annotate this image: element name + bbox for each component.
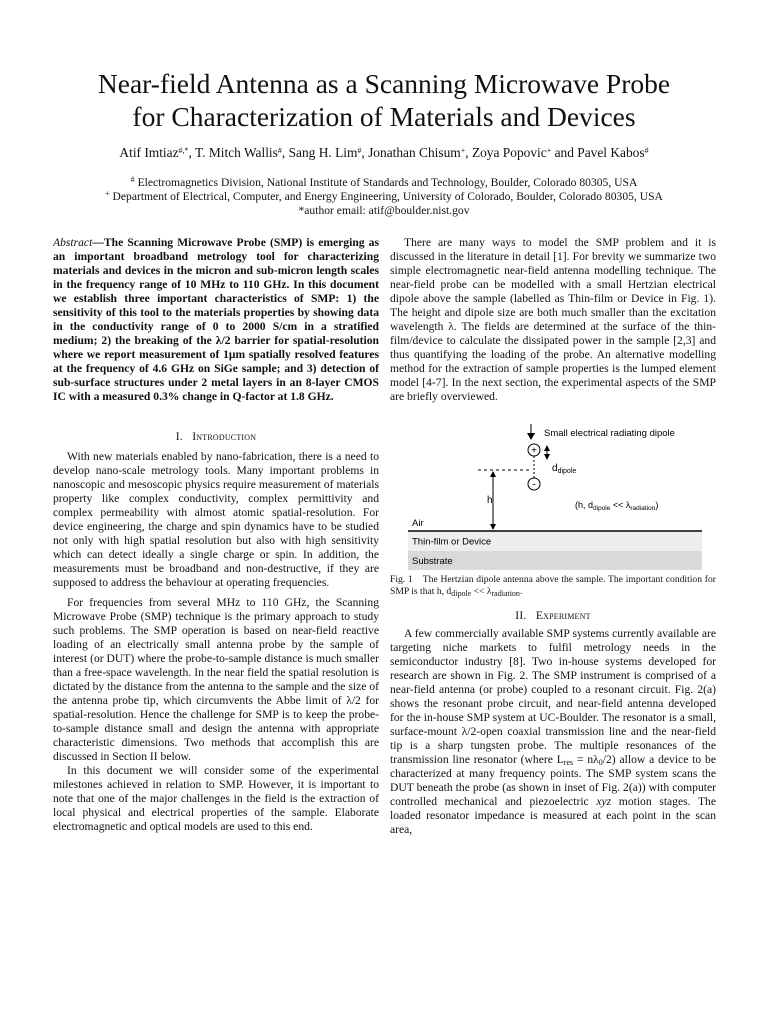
condition-label: (h, $d_{dipole} << \lambda_{radiation}$) xyxy=(575,500,659,512)
d-arrow-top xyxy=(544,445,550,451)
author-affiliation-mark: + xyxy=(546,146,552,155)
section-heading-experiment: II. Experiment xyxy=(515,609,591,622)
left-column xyxy=(53,236,379,834)
d-dipole-label: $d_{dipole}$ xyxy=(552,463,577,475)
author-name: Atif Imtiaz xyxy=(119,145,179,160)
author-affiliation-mark: #,* xyxy=(178,146,189,155)
h-arrow-bottom xyxy=(490,524,496,530)
h-label: h xyxy=(487,495,493,506)
air-label: Air xyxy=(412,518,424,529)
author-name: Pavel Kabos xyxy=(577,145,645,160)
author-name: Jonathan Chisum xyxy=(368,145,461,160)
abstract-lead: Abstract xyxy=(53,236,93,249)
modeling-paragraph: There are many ways to model the SMP problem and it is discussed in the literature in detail [1]. For brevity we summarize two simple electromagnetic near-field antenna modelling technique. The near-field probe can be modelled with a small Hertzian electrical dipole above the sample (labelled as Thin-film or Device in Fig. 1). The height and dipole size are both much smaller than the excitation wavelength λ. The fields are determined at the surface of the thin-film/device to calculate the dissipated power in the sample [2,3] and thus quantifying the loading of the probe. An alternative modelling method for the extraction of sample properties is the lumped element model [4-7]. In the next section, the experimental aspects of the SMP are briefly overviewed. xyxy=(390,236,716,403)
dipole-label: Small electrical radiating dipole xyxy=(544,428,675,439)
intro-paragraph-2: For frequencies from several MHz to 110 GHz, the Scanning Microwave Probe (SMP) technique is the primary approach to study such problems. The SMP operation is based on near-field reactive loading of an electrically small antenna probe by the sample of interest (or DUT) where the probe-to-sample distance is much smaller than a free-space wavelength. In the near field the spatial resolution is dictated by the distance from the antenna to the sample and the size of the antenna probe tip, which circumvents the Abbe limit of λ/2 for spatial-resolution. Hence the challenge for SMP is to keep the probe-to-sample distance small and design the antenna with appropriate characteristic dimensions. Two methods that accomplish this are discussed in Section II below. xyxy=(53,596,379,763)
author-name: Sang H. Lim xyxy=(288,145,358,160)
figure-1-caption: Fig. 1 The Hertzian dipole antenna above the sample. The important condition for SMP is that h, $d_{dipole} << \lambda_{radiation}$. xyxy=(390,574,716,598)
intro-paragraph-1: With new materials enabled by nano-fabrication, there is a need to develop nano-scale metrology tools. Many important problems in nanoscopic and mesoscopic physics require measurement of materials property like complex conductivity, complex permittivity and complex permeability with almost atomic spatial-resolution. For device engineering, the charge and spin dynamics have to be studied not only with high spatial resolution but also with high sensitivity which can detect ideally a single charge or spin. In addition, the measurements must be broadband and non-destructive, if they are supposed to address the behaviour at operating frequencies. xyxy=(53,450,379,589)
d-arrow-bottom xyxy=(544,454,550,460)
title-line-2: for Characterization of Materials and Devices xyxy=(132,101,636,132)
affiliation-2: + Department of Electrical, Computer, and Energy Engineering, University of Colorado, Boulder, Colorado 80305, USA xyxy=(105,189,663,203)
h-arrow-top xyxy=(490,471,496,477)
paper-title xyxy=(40,67,728,133)
author-affiliation-mark: # xyxy=(357,146,362,155)
affiliation-1: # Electromagnetics Division, National Institute of Standards and Technology, Boulder, Colorado 80305, USA xyxy=(130,175,638,189)
abstract: Abstract—The Scanning Microwave Probe (SMP) is emerging as an important broadband metrology tool for characterizing materials and devices in the micron and sub-micron length scales in the frequency range of 10 MHz to 110 GHz. In this document we establish three important characteristics of SMP: 1) the sensitivity of this tool to the materials properties by showing data in the conductivity range of 0 to 2000 S/cm in a stratified medium; 2) the breaking of the λ/2 barrier for spatial-resolution where we report measurement of 1μm spatially resolved features at the frequency of 4.6 GHz on SiGe sample; and 3) detection of sub-surface structures under 2 metal layers in an 8-layer CMOS IC with a measured 0.3% change in Q-factor at 1.8 GHz. xyxy=(53,236,379,403)
author-list: Atif Imtiaz#,*, T. Mitch Wallis#, Sang H. Lim#, Jonathan Chisum+, Zoya Popovic+ and Pavel Kabos# xyxy=(119,145,649,160)
substrate-label: Substrate xyxy=(412,556,453,567)
intro-paragraph-3: In this document we will consider some of the experimental milestones achieved in relation to SMP. However, it is important to note that one of the major challenges in the field is the extraction of local physical and electrical properties of the sample. Elaborate electromagnetic and optical models are used to this end. xyxy=(53,764,379,833)
author-email: *author email: atif@boulder.nist.gov xyxy=(298,204,470,217)
section-heading-introduction: I. Introduction xyxy=(175,430,257,443)
plus-sign: + xyxy=(531,445,537,457)
experiment-paragraph-1: A few commercially available SMP systems currently available are targeting niche markets to fulfil metrology needs in the semiconductor industry [8]. Two in-house systems developed for research are shown in Fig. 2. The SMP instrument is comprised of a near-field antenna (or probe) coupled to a resonant circuit. Fig. 2(a) shows the resonant probe circuit, and near-field antenna developed for the in-house SMP system at UC-Boulder. The resonator is a small, surface-mount λ/2-open coaxial transmission line and the near-field tip is a sharp tungsten probe. The multiple resonances of the transmission line resonator (where $L_{res} = n\lambda_0/2$) allow a device to be characterized at many frequency points. The SMP system scans the DUT beneath the probe (as shown in inset of Fig. 2(a)) with computer controlled mechanical and piezoelectric xyz motion stages. The loaded resonator impedance is measured at each point in the scan area, xyxy=(390,627,716,836)
author-affiliation-mark: + xyxy=(460,146,466,155)
author-name: Zoya Popovic xyxy=(471,145,547,160)
abstract-text: The Scanning Microwave Probe (SMP) is emerging as an important broadband metrology tool for characterizing materials and devices in the micron and sub-micron length scales in the frequency range of 10 MHz to 110 GHz. In this document we establish three important characteristics of SMP: 1) the sensitivity of this tool to the materials properties by showing data in the conductivity range of 0 to 2000 S/cm in a stratified medium; 2) the breaking of the λ/2 barrier for spatial-resolution where we report measurement of 1μm spatially resolved features at the frequency of 4.6 GHz on SiGe sample; and 3) detection of sub-surface structures under 2 metal layers in an 8-layer CMOS IC with a measured 0.3% change in Q-factor at 1.8 GHz. xyxy=(53,236,379,403)
author-name: T. Mitch Wallis xyxy=(195,145,278,160)
down-arrow-head xyxy=(527,433,535,440)
thin-film-label: Thin-film or Device xyxy=(412,536,492,548)
title-line-1: Near-field Antenna as a Scanning Microwave Probe xyxy=(97,68,671,99)
author-affiliation-mark: # xyxy=(644,146,649,155)
dipole-diagram xyxy=(390,420,716,570)
figure-1-hertzian-dipole xyxy=(390,420,716,570)
affiliations xyxy=(40,176,728,218)
author-affiliation-mark: # xyxy=(277,146,282,155)
right-column xyxy=(390,236,716,837)
minus-sign: - xyxy=(532,479,536,491)
